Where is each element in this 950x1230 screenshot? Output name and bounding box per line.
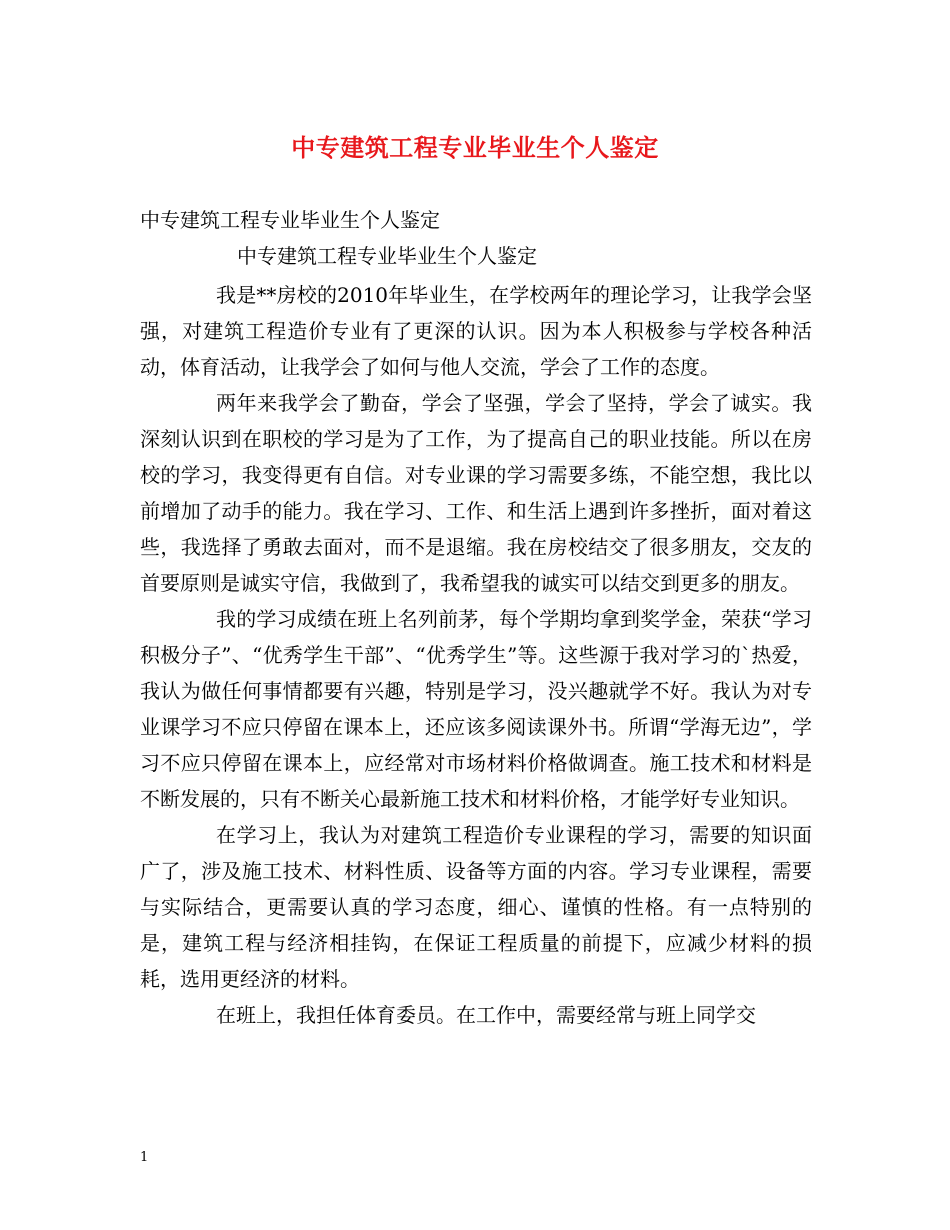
document-subtitle: 中专建筑工程专业毕业生个人鉴定 [140, 208, 440, 232]
page-number: 1 [140, 1150, 149, 1165]
paragraph: 我是**房校的2010年毕业生，在学校两年的理论学习，让我学会坚强，对建筑工程造价专业有了更深的认识。因为本人积极参与学校各种活动，体育活动，让我学会了如何与他人交流，学会了工作的态度。 [140, 283, 812, 379]
document-body [140, 277, 812, 1033]
paragraph: 我的学习成绩在班上名列前茅，每个学期均拿到奖学金，荣获“学习积极分子”、“优秀学生干部”、“优秀学生”等。这些源于我对学习的`热爱，我认为做任何事情都要有兴趣，特别是学习，没兴趣就学不好。我认为对专业课学习不应只停留在课本上，还应该多阅读课外书。所谓“学海无边”，学习不应只停留在课本上，应经常对市场材料价格做调查。施工技术和材料是不断发展的，只有不断关心最新施工技术和材料价格，才能学好专业知识。 [140, 607, 812, 811]
document-subheading: 中专建筑工程专业毕业生个人鉴定 [237, 244, 537, 268]
paragraph: 两年来我学会了勤奋，学会了坚强，学会了坚持，学会了诚实。我深刻认识到在职校的学习是为了工作，为了提高自己的职业技能。所以在房校的学习，我变得更有自信。对专业课的学习需要多练，不能空想，我比以前增加了动手的能力。我在学习、工作、和生活上遇到许多挫折，面对着这些，我选择了勇敢去面对，而不是退缩。我在房校结交了很多朋友，交友的首要原则是诚实守信，我做到了，我希望我的诚实可以结交到更多的朋友。 [140, 391, 812, 595]
document-title: 中专建筑工程专业毕业生个人鉴定 [291, 133, 659, 162]
paragraph: 在班上，我担任体育委员。在工作中，需要经常与班上同学交 [216, 1003, 756, 1027]
paragraph: 在学习上，我认为对建筑工程造价专业课程的学习，需要的知识面广了，涉及施工技术、材料性质、设备等方面的内容。学习专业课程，需要与实际结合，更需要认真的学习态度，细心、谨慎的性格。有一点特别的是，建筑工程与经济相挂钩，在保证工程质量的前提下，应减少材料的损耗，选用更经济的材料。 [140, 823, 812, 991]
